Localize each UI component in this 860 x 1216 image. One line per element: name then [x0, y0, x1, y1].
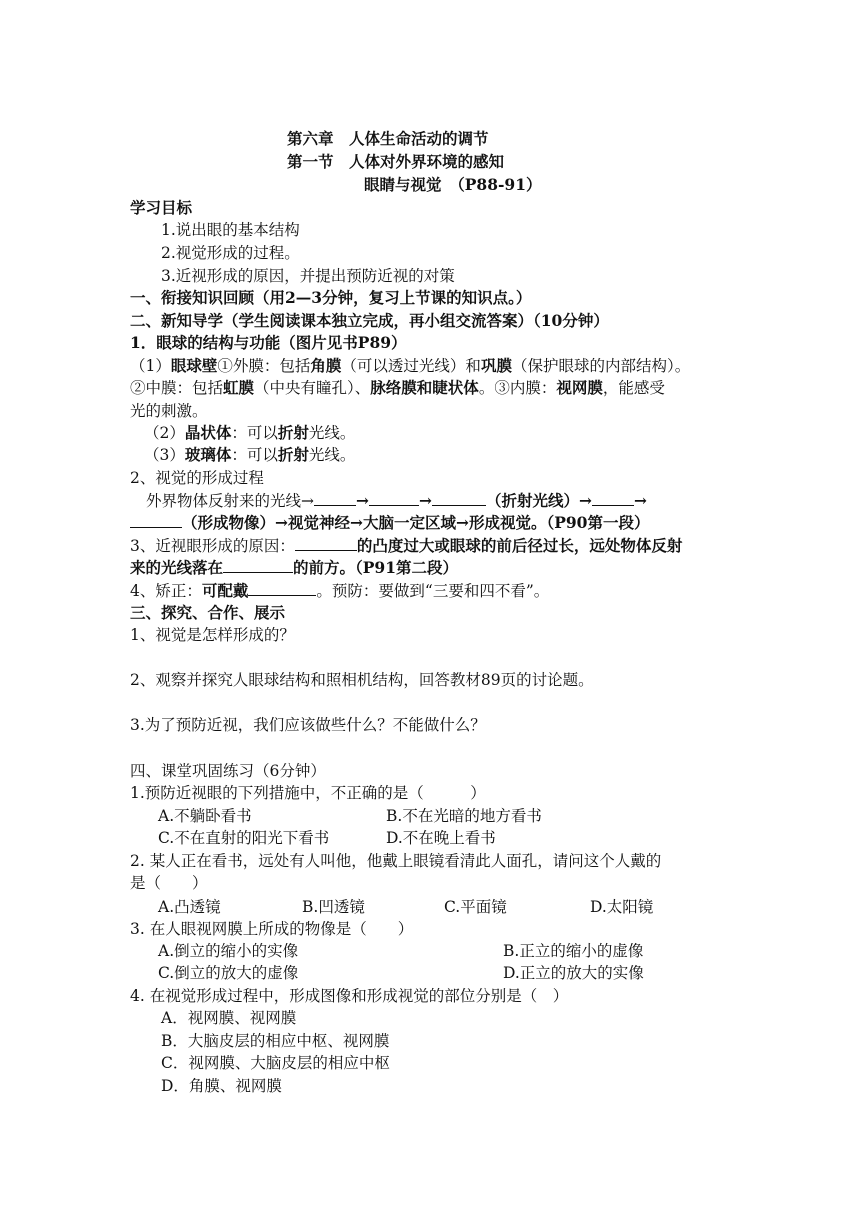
answer-blank[interactable] — [369, 490, 419, 506]
eyeball-wall-line2 — [130, 377, 665, 399]
text: ②中膜：包括 — [130, 379, 224, 397]
chapter-title: 第六章 人体生命活动的调节 — [287, 129, 489, 148]
q3-line1 — [130, 535, 682, 557]
part2-heading: 二、新知导学（学生阅读课本独立完成，再小组交流答案）（10分钟） — [130, 311, 609, 330]
exercise-option[interactable]: B.正立的缩小的虚像 — [503, 942, 644, 960]
text: 的前方。（P91第二段） — [293, 558, 458, 577]
eyeball-wall-line1 — [130, 355, 690, 377]
part3-q2: 2、观察并探究人眼球结构和照相机结构，回答教材89页的讨论题。 — [130, 671, 594, 689]
arrow: → — [356, 491, 369, 510]
text: （中央有瞳孔）、 — [254, 379, 371, 397]
text: 光线。 — [308, 446, 356, 464]
answer-blank[interactable] — [248, 580, 316, 596]
exercise-option[interactable]: A.倒立的缩小的实像 — [158, 942, 299, 960]
part3-heading: 三、探究、合作、展示 — [130, 603, 286, 622]
answer-blank[interactable] — [432, 490, 486, 506]
answer-blank[interactable] — [592, 490, 634, 506]
process-line1 — [146, 490, 647, 512]
text: （2） — [144, 424, 185, 442]
text: 4、矫正： — [130, 582, 202, 600]
exercise-option[interactable]: D．角膜、视网膜 — [161, 1077, 282, 1095]
objective-item: 1.说出眼的基本结构 — [161, 221, 300, 239]
exercise-option[interactable]: C.平面镜 — [444, 898, 507, 916]
text: 外界物体反射来的光线→ — [146, 492, 314, 510]
arrow: → — [419, 491, 432, 510]
term: 玻璃体 — [184, 445, 232, 464]
text: 光线。 — [308, 424, 356, 442]
exercise-option[interactable]: C.不在直射的阳光下看书 — [158, 829, 330, 847]
text: （形成物像）→视觉神经→大脑一定区域→形成视觉。（P90第一段） — [182, 513, 650, 532]
text: ：可以 — [231, 446, 278, 464]
arrow: → — [634, 491, 647, 510]
exercise-q3-stem: 3. 在人眼视网膜上所成的物像是（ ） — [130, 920, 414, 938]
exercise-option[interactable]: B.凹透镜 — [302, 898, 365, 916]
exercise-q1-stem: 1.预防近视眼的下列措施中，不正确的是（ ） — [130, 784, 486, 802]
q4-line — [130, 580, 549, 602]
exercise-option[interactable]: B.不在光暗的地方看书 — [386, 807, 542, 825]
answer-blank[interactable] — [295, 535, 357, 551]
text: 。③内膜： — [478, 379, 557, 397]
term: 折射 — [277, 445, 309, 464]
answer-blank[interactable] — [314, 490, 356, 506]
text: （保护眼球的内部结构）。 — [511, 357, 691, 375]
q3-line2 — [130, 557, 458, 579]
eyeball-wall-line3: 光的刺激。 — [130, 402, 208, 420]
text: （3） — [144, 446, 185, 464]
lens-line — [144, 422, 355, 444]
term: 眼球壁 — [170, 356, 218, 375]
text: （折射光线）→ — [486, 491, 592, 510]
text: ①外膜：包括 — [217, 357, 311, 375]
exercise-option[interactable]: C．视网膜、大脑皮层的相应中枢 — [161, 1054, 390, 1072]
exercise-option[interactable]: A．视网膜、视网膜 — [161, 1009, 297, 1027]
text: ，能感受 — [602, 379, 665, 397]
term: 可配戴 — [201, 581, 249, 600]
part3-q1: 1、视觉是怎样形成的？ — [130, 626, 295, 644]
vitreous-line — [144, 444, 355, 466]
exercise-option[interactable]: A.不躺卧看书 — [158, 807, 252, 825]
exercise-option[interactable]: D.不在晚上看书 — [386, 829, 496, 847]
section-title: 第一节 人体对外界环境的感知 — [287, 152, 505, 171]
exercise-option[interactable]: A.凸透镜 — [158, 898, 221, 916]
term: 折射 — [277, 423, 309, 442]
objectives-heading: 学习目标 — [130, 198, 193, 217]
term: 视网膜 — [556, 378, 603, 397]
term: 晶状体 — [184, 423, 232, 442]
term: 脉络膜和睫状体 — [370, 378, 479, 397]
part3-q3: 3.为了预防近视，我们应该做些什么？不能做什么？ — [130, 716, 486, 734]
text: 来的光线落在 — [130, 558, 224, 577]
term: 虹膜 — [223, 378, 255, 397]
text: （1） — [130, 357, 171, 375]
text: 。预防：要做到“三要和四不看”。 — [316, 582, 550, 600]
exercise-option[interactable]: D.正立的放大的实像 — [503, 964, 644, 982]
process-line2 — [130, 512, 649, 534]
exercise-q4-stem: 4. 在视觉形成过程中，形成图像和形成视觉的部位分别是（ ） — [130, 987, 569, 1005]
q2-title: 2、视觉的形成过程 — [130, 469, 264, 487]
text: （可以透过光线）和 — [341, 357, 481, 375]
answer-blank[interactable] — [223, 557, 293, 573]
answer-blank[interactable] — [130, 512, 182, 528]
term: 巩膜 — [480, 356, 512, 375]
exercise-q2-stem: 2. 某人正在看书，远处有人叫他，他戴上眼镜看清此人面孔，请问这个人戴的 — [130, 852, 662, 870]
exercise-q2-stem-cont: 是（ ） — [130, 874, 208, 892]
text: 的凸度过大或眼球的前后径过长，远处物体反射 — [356, 536, 683, 555]
exercise-option[interactable]: D.太阳镜 — [590, 898, 654, 916]
q1-title: 1．眼球的结构与功能（图片见书P89） — [130, 333, 407, 352]
objective-item: 3.近视形成的原因，并提出预防近视的对策 — [161, 267, 455, 285]
lesson-title: 眼睛与视觉 （P88-91） — [364, 175, 542, 194]
part4-heading: 四、课堂巩固练习（6分钟） — [130, 762, 326, 780]
text: 3、近视眼形成的原因： — [130, 537, 295, 555]
exercise-option[interactable]: B．大脑皮层的相应中枢、视网膜 — [161, 1032, 390, 1050]
part1-heading: 一、衔接知识回顾（用2—3分钟，复习上节课的知识点。） — [130, 288, 532, 307]
exercise-option[interactable]: C.倒立的放大的虚像 — [158, 964, 299, 982]
term: 角膜 — [310, 356, 342, 375]
objective-item: 2.视觉形成的过程。 — [161, 244, 300, 262]
text: ：可以 — [231, 424, 278, 442]
